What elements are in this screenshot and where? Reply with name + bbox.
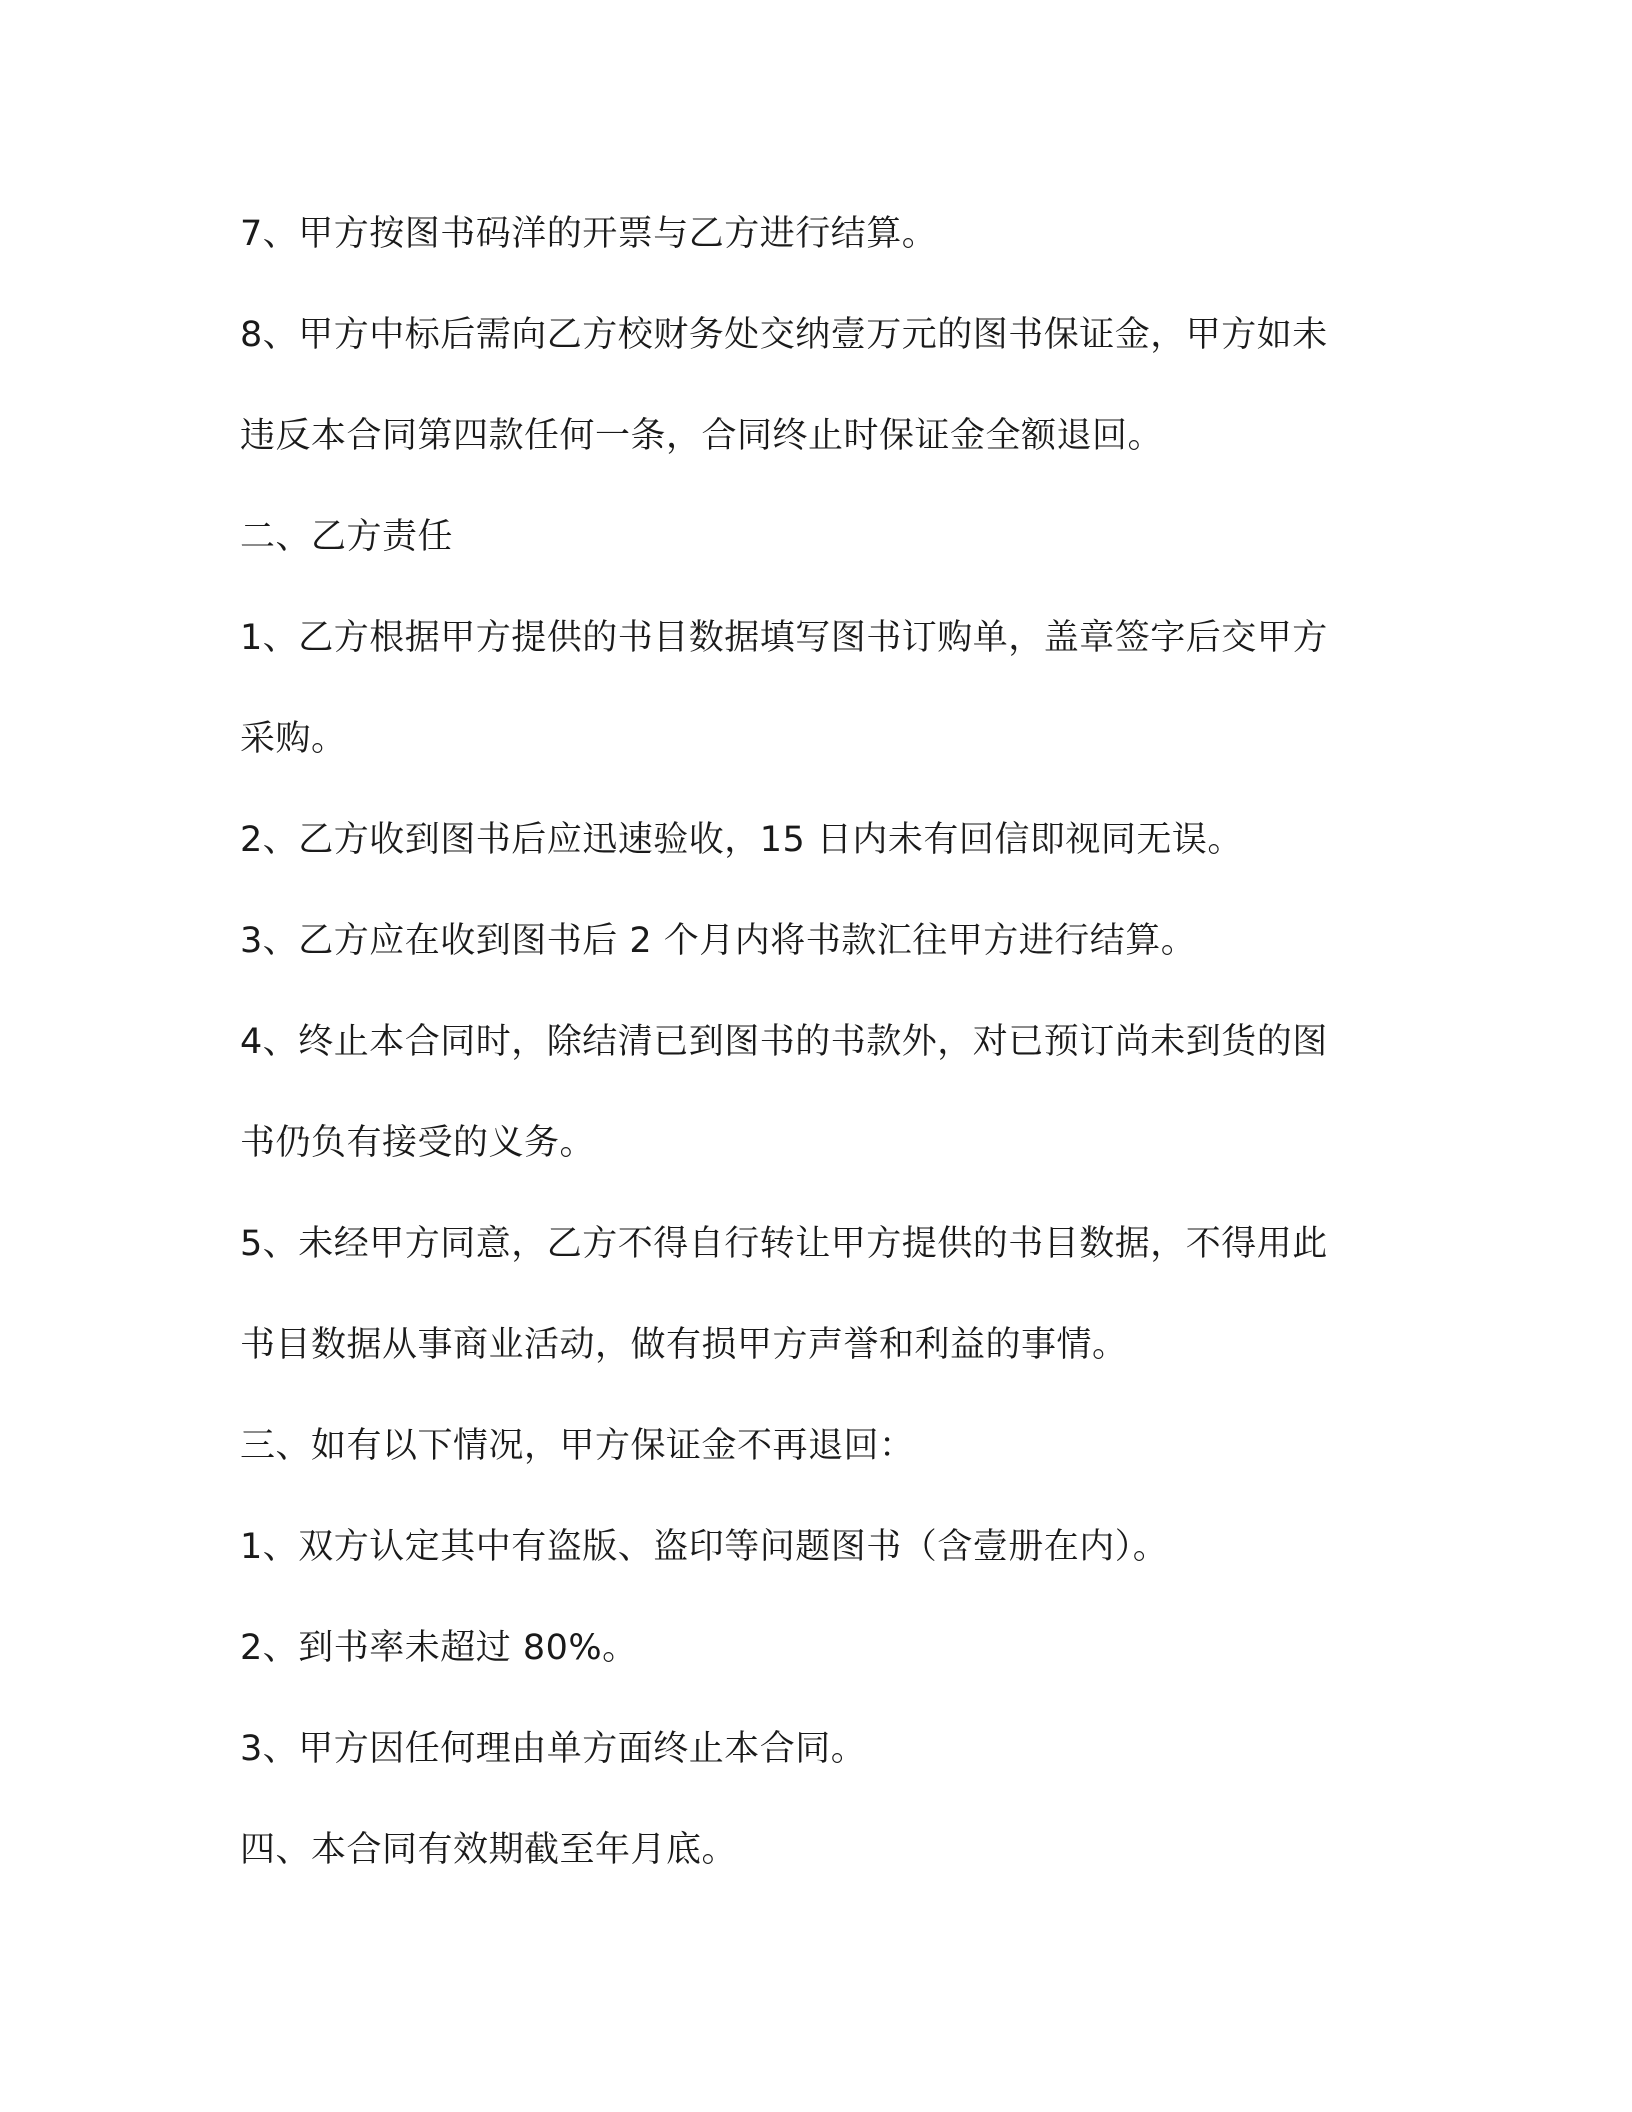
section-heading-party-b: 二、乙方责任 [240,517,454,557]
party-b-clause-3: 3、乙方应在收到图书后 2 个月内将书款汇往甲方进行结算。 [240,921,1197,961]
clause-7-settlement: 7、甲方按图书码洋的开票与乙方进行结算。 [240,214,938,254]
forfeit-condition-1: 1、双方认定其中有盗版、盗印等问题图书（含壹册在内）。 [240,1527,1169,1567]
party-b-clause-5-continued: 书目数据从事商业活动，做有损甲方声誉和利益的事情。 [240,1325,1128,1365]
section-heading-deposit-forfeit: 三、如有以下情况，甲方保证金不再退回： [240,1426,915,1466]
party-b-clause-1: 1、乙方根据甲方提供的书目数据填写图书订购单，盖章签字后交甲方 [240,618,1328,658]
document-body [240,184,1390,1901]
section-heading-validity: 四、本合同有效期截至年月底。 [240,1830,738,1870]
clause-8-deposit: 8、甲方中标后需向乙方校财务处交纳壹万元的图书保证金，甲方如未 [240,315,1328,355]
party-b-clause-4: 4、终止本合同时，除结清已到图书的书款外，对已预订尚未到货的图 [240,1022,1328,1062]
party-b-clause-2: 2、乙方收到图书后应迅速验收，15 日内未有回信即视同无误。 [240,820,1243,860]
party-b-clause-4-continued: 书仍负有接受的义务。 [240,1123,596,1163]
clause-8-deposit-continued: 违反本合同第四款任何一条，合同终止时保证金全额退回。 [240,416,1164,456]
forfeit-condition-2: 2、到书率未超过 80%。 [240,1628,638,1668]
party-b-clause-5: 5、未经甲方同意，乙方不得自行转让甲方提供的书目数据，不得用此 [240,1224,1328,1264]
party-b-clause-1-continued: 采购。 [240,719,347,759]
forfeit-condition-3: 3、甲方因任何理由单方面终止本合同。 [240,1729,867,1769]
